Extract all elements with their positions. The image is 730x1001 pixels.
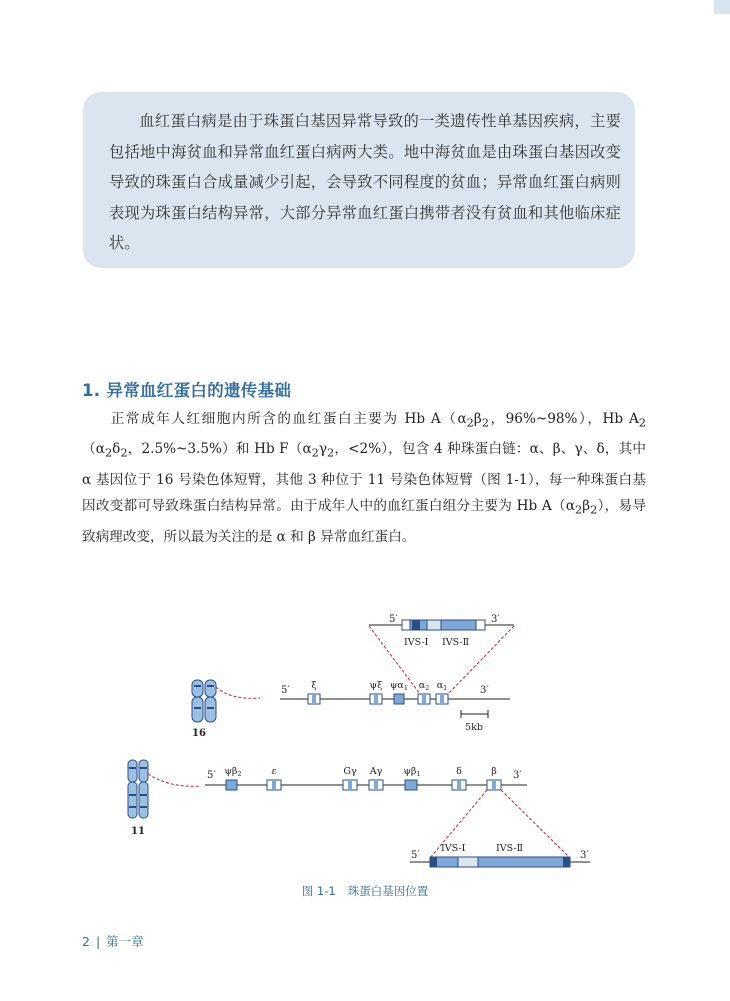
chr16-five-prime: 5′ [281, 685, 290, 696]
inset11-three-prime: 3′ [580, 850, 589, 861]
inset16-ivs1: IVS-Ⅰ [404, 637, 429, 648]
label-zeta: ξ [311, 680, 317, 691]
page-number: 2 [82, 934, 90, 949]
inset16-gene-structure [402, 620, 485, 630]
chr11-gene-labels [224, 766, 497, 778]
summary-box [83, 92, 635, 268]
figure-title: 珠蛋白基因位置 [347, 884, 429, 898]
chr16-three-prime: 3′ [480, 685, 489, 696]
chr16-link [216, 687, 260, 698]
label-delta: δ [456, 766, 462, 777]
label-epsilon: ε [271, 766, 277, 777]
label-a-gamma: Aγ [369, 766, 383, 777]
inset16-ivs2: IVS-Ⅱ [442, 637, 470, 648]
figure-caption [0, 883, 730, 899]
chr16-gene-labels [311, 680, 447, 692]
section-heading: 1. 异常血红蛋白的遗传基础 [82, 381, 292, 400]
globin-gene-figure [0, 600, 730, 890]
gene-psi-alpha1 [394, 694, 404, 704]
inset11-ivs1: IVS-Ⅰ [441, 843, 466, 854]
label-psi-beta2: $\psi\beta_2$ [224, 766, 242, 778]
page-footer: 2 | 第一章 [82, 934, 144, 949]
gene-psi-beta2 [226, 780, 237, 790]
chr11-three-prime: 3′ [513, 770, 522, 781]
corner-tab [714, 0, 730, 14]
body-paragraph: 正常成年人红细胞内所含的血红蛋白主要为 Hb $A(\alpha_2\beta_2$，96%~98%），Hb $A_2(\alpha_2\delta_2$，2.5%~3.5%）和 Hb $F(\alpha_2\gamma_2$，<2%），包含 4 种珠蛋白链：α、β、γ、δ，其中 α 基因位于 16 号染色体短臂，其他 3 种位于 11 号染色体短臂（图 1-1），每一种珠蛋白基因改变都可导致珠蛋白结构异常。由于成年人中的血红蛋白组分主要为 Hb $A(\alpha_2\beta_2)$，易导致病理改变，所以最为关注的是 α 和 β 异常血红蛋白。 [82, 411, 646, 545]
chapter-label: 第一章 [106, 934, 144, 949]
label-alpha1: $\alpha_1$ [436, 680, 448, 692]
scale-bar [461, 710, 488, 733]
inset16-three-prime: 3′ [491, 614, 500, 625]
chromosome-16-icon [192, 680, 216, 722]
figure-number: 图 1-1 [301, 884, 336, 898]
inset16-five-prime: 5′ [389, 614, 398, 625]
label-beta: β [491, 766, 497, 777]
chr11-link [148, 774, 200, 786]
chr11-label: 11 [131, 826, 145, 837]
inset11-five-prime: 5′ [411, 850, 420, 861]
chromosome-11-icon [128, 760, 148, 818]
label-psi-zeta: ψξ [369, 680, 383, 691]
scale-label: 5kb [465, 722, 483, 733]
chr16-label: 16 [192, 728, 206, 739]
label-alpha2: $\alpha_2$ [418, 680, 430, 692]
label-g-gamma: Gγ [343, 766, 357, 777]
chr11-five-prime: 5′ [207, 770, 216, 781]
summary-text: 血红蛋白病是由于珠蛋白基因异常导致的一类遗传性单基因疾病，主要包括地中海贫血和异常血红蛋白病两大类。地中海贫血是由珠蛋白基因改变导致的珠蛋白合成量减少引起，会导致不同程度的贫血；异常血红蛋白病则表现为珠蛋白结构异常，大部分异常血红蛋白携带者没有贫血和其他临床症状。 [109, 112, 621, 253]
label-psi-beta1: $\psi\beta_1$ [403, 766, 421, 778]
inset11-ivs2: IVS-Ⅱ [496, 843, 524, 854]
label-psi-alpha1: $\psi\alpha_1$ [389, 680, 409, 692]
gene-psi-beta1 [405, 780, 417, 790]
inset11-gene-structure [430, 857, 570, 867]
